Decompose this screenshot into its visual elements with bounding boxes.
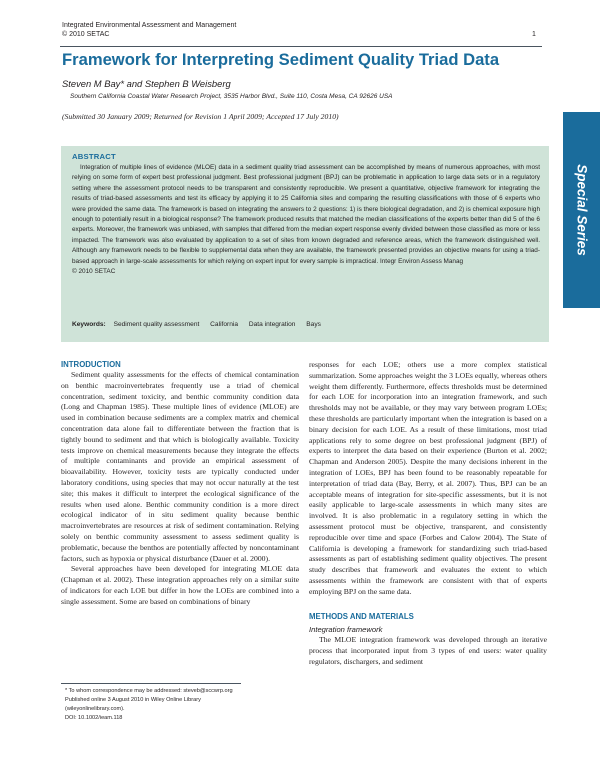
keywords-label: Keywords: bbox=[72, 321, 106, 328]
footnote-rule bbox=[61, 683, 241, 684]
special-series-label: Special Series bbox=[574, 164, 589, 256]
right-paragraph-1: responses for each LOE; others use a more complex statistical summarization. Some approaches weight the 3 LOEs equally, whereas others weight them differently. Furthermore, effects thresholds must be determined for each LOE for incorporation into an integration framework, and such thresholds may not be available, or they may vary between program LOEs; these thresholds are particularly important when the integration is based on a binary decision for each LOE. As a result of these limitations, most triad applications rely to some degree on best professional judgment (BPJ) of experts to interpret the data based on their experience (Burton et al. 2002; Chapman and Anderson 2005). Despite the many decisions inherent in the integration of LOEs, BPJ has been found to be reasonably repeatable for interpretation of triad data (Bay, Berry, et al. 2007). Thus, BPJ can be an acceptable means of integration for site-specific assessments, but it is not easily applicable to large-scale assessments in which many sites are involved. It is also problematic in a regulatory setting in which the assessment protocol must be objective, transparent, and consistently reproducible over time and space (Forbes and Calow 2004). The State of California is developing a framework for standardizing such triad-based assessments as part of establishing sediment quality objectives. The present study describes that framework and evaluates the extent to which assessments within the framework are consistent with that of experts employing BPJ on the same data. bbox=[309, 360, 547, 596]
journal-name: Integrated Environmental Assessment and Management bbox=[62, 22, 237, 29]
journal-header bbox=[62, 21, 236, 39]
keywords-line bbox=[72, 321, 330, 328]
left-column bbox=[61, 360, 299, 608]
keyword: Bays bbox=[306, 321, 321, 328]
keyword: California bbox=[210, 321, 239, 328]
keyword: Sediment quality assessment bbox=[113, 321, 200, 328]
article-affiliation: Southern California Coastal Water Research Project, 3535 Harbor Blvd., Suite 110, Costa Mesa, CA 92626 USA bbox=[70, 93, 393, 100]
keyword: Data integration bbox=[248, 321, 296, 328]
header-rule bbox=[60, 46, 542, 47]
methods-paragraph-1: The MLOE integration framework was developed through an iterative process that incorporated input from 3 types of end users: water quality regulators, dischargers, and sediment bbox=[309, 635, 547, 666]
journal-copyright: © 2010 SETAC bbox=[62, 31, 110, 38]
right-column bbox=[309, 360, 547, 668]
abstract-body: Integration of multiple lines of evidence (MLOE) data in a sediment quality triad assessment can be accomplished by means of numerous approaches, with most relying on some form of expert best professional judgment. Best professional judgment (BPJ) can be problematic in application to large data sets or in a regulatory setting where the assessment protocol needs to be transparent and consistently reproducible. We present a quantitative, objective framework for integrating the results of triad-based assessments and test its efficacy by applying it to 25 California sites and comparing the resulting classifications with those of 6 experts who were provided the same data. The framework is based on integrating the answers to 2 questions: 1) is there biological degradation, and 2) is chemical exposure high enough to potentially result in a biological response? The framework produced results that matched the median classifications of the experts better than did 5 of the 6 experts. Moreover, the framework was unbiased, with samples that differed from the median expert response evenly divided between those classified as more or less impacted. The framework was also evaluated by application to a set of sites from known degraded and reference areas, which the framework distinguished well. Although any framework needs to be flexible to supplemental data when they are available, the framework presented provides an objective means for using a triad-based approach in large-scale assessments for which relying on expert input for every sample is impractical. Integr Environ Assess Manag bbox=[72, 164, 540, 265]
intro-paragraph-2: Several approaches have been developed for integrating MLOE data (Chapman et al. 2002). These integration approaches rely on a similar suite of indicators for each LOE but differ in how the LOEs are combined into a single assessment. Some are based on combinations of binary bbox=[61, 564, 299, 606]
abstract-copyright: © 2010 SETAC bbox=[72, 268, 116, 276]
footnote-line: (wileyonlinelibrary.com). bbox=[65, 706, 125, 712]
page-number: 1 bbox=[532, 31, 536, 38]
special-series-tab bbox=[563, 112, 600, 308]
methods-heading: METHODS AND MATERIALS bbox=[309, 611, 414, 621]
footnote-line: * To whom correspondence may be addressed: steveb@sccwrp.org bbox=[65, 688, 233, 694]
abstract-box bbox=[61, 146, 549, 342]
footnote-line: DOI: 10.1002/ieam.118 bbox=[65, 715, 123, 721]
footnote bbox=[65, 687, 233, 723]
article-authors: Steven M Bay* and Stephen B Weisberg bbox=[62, 78, 231, 89]
footnote-line: Published online 3 August 2010 in Wiley Online Library bbox=[65, 697, 201, 703]
abstract-text bbox=[72, 163, 540, 277]
integration-subheading: Integration framework bbox=[309, 624, 383, 634]
introduction-heading: INTRODUCTION bbox=[61, 360, 121, 369]
abstract-heading: ABSTRACT bbox=[72, 152, 116, 161]
intro-paragraph-1: Sediment quality assessments for the effects of chemical contamination on benthic macroinvertebrates frequently use a triad of chemical concentration, sediment toxicity, and benthic community condition data (Long and Chapman 1985). These multiple lines of evidence (MLOE) are used in combination because sediments are a complex matrix and chemical concentration data alone fail to differentiate between the fraction that is tightly bound to sediment and that which is biologically available. Toxicity tests improve on chemical measurements because they integrate the effects of multiple contaminants and provide an empirical assessment of bioavailability. However, toxicity tests are typically conducted under laboratory conditions, using species that may not occur naturally at the test site; this makes it difficult to interpret the ecological significance of the results when used alone. Benthic community condition is a more direct ecological indicator of in situ sediment quality because benthic macroinvertebrates are resources at risk of sediment contamination. Relying solely on benthic community assessment to assess sediment quality is problematic, because the benthos are potentially affected by noncontaminant factors, such as hypoxia or physical disturbance (Dauer et al. 2000). bbox=[61, 370, 299, 563]
article-title: Framework for Interpreting Sediment Quality Triad Data bbox=[62, 50, 500, 69]
article-dates: (Submitted 30 January 2009; Returned for Revision 1 April 2009; Accepted 17 July 2010) bbox=[62, 112, 339, 121]
